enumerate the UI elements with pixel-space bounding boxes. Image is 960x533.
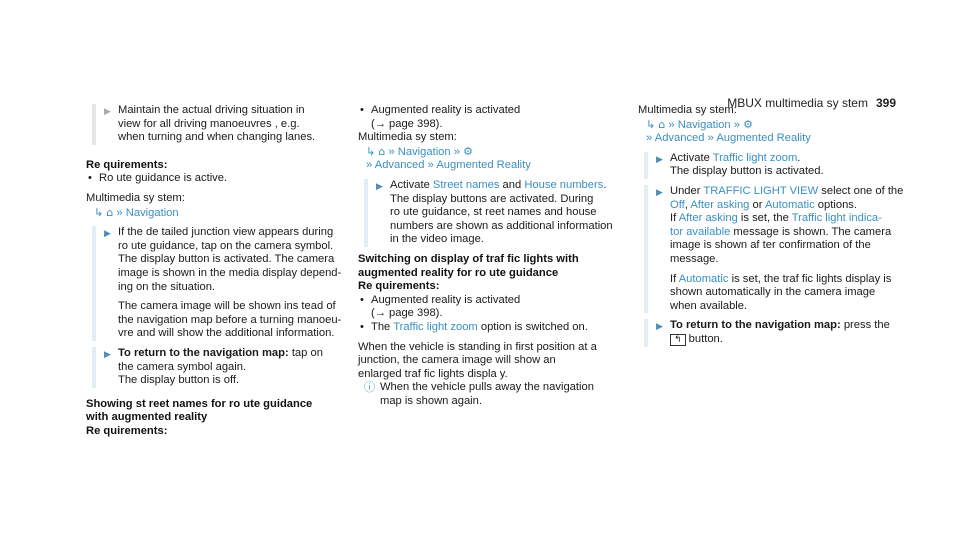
list-item: • Augmented reality is activated — [358, 104, 620, 118]
arrow-icon: ▶ — [656, 153, 663, 164]
menu-path — [358, 145, 620, 160]
home-icon: ⌂ — [658, 117, 666, 131]
navigation-link[interactable]: Navigation — [397, 145, 451, 158]
navigation-link[interactable]: Navigation — [677, 118, 731, 131]
hook-arrow-icon: ↳ — [646, 117, 656, 131]
house-numbers-link[interactable]: House numbers — [524, 178, 604, 191]
off-option[interactable]: Off — [670, 198, 685, 211]
list-item: • The Traffic light zoom option is switched on. — [358, 321, 620, 335]
double-chevron-icon: » — [646, 132, 653, 145]
step-maintain-situation: ▶ Maintain the actual driving situation in view for all driving manoeuvres , e.g. when turning and when changing lanes. — [92, 104, 348, 145]
traffic-light-view-link[interactable]: TRAFFIC LIGHT VIEW — [703, 184, 819, 197]
menu-path-cont — [638, 132, 908, 146]
column-1: ▶ Maintain the actual driving situation in view for all driving manoeuvres , e.g. when turning and when changing lanes. Re quirements: • Ro ute guidance is active. Multimedia sy stem: ↳ ⌂ » Navigation ▶ If the de tailed junction view appears during ro ute guidance, tap on the camera symbol. The display button is activated. The camera image is shown in the media display depend- ing on the situation. The camera image will be shown ins tead of the navigation map before a turning manoeu- vre and will show the additional information. ▶ To return to the navigation map: tap on the camera symbol again. The display button is off. Showing st reet names for ro ute guidance with augmented reality Re quirements: — [86, 104, 348, 438]
arrow-icon: ▶ — [656, 186, 663, 197]
step-return-to-map: ▶ To return to the navigation map: press the ↰ button. — [644, 319, 908, 346]
automatic-option[interactable]: Automatic — [764, 198, 815, 211]
gear-icon: ⚙ — [463, 144, 473, 158]
multimedia-label: Multimedia sy stem: — [358, 131, 457, 144]
multimedia-label: Multimedia sy stem: — [638, 104, 737, 116]
augmented-reality-link[interactable]: Augmented Reality — [436, 159, 531, 172]
arrow-icon: ▶ — [104, 106, 111, 116]
advanced-link[interactable]: Advanced — [374, 159, 425, 172]
back-icon: ↰ — [670, 334, 686, 346]
section-title: Switching on display of traf fic lights with — [358, 252, 579, 265]
after-asking-ref: After asking — [678, 212, 738, 225]
requirements-heading: Re quirements: — [86, 424, 168, 437]
menu-path — [638, 118, 908, 133]
double-chevron-icon: » — [366, 159, 373, 172]
home-icon: ⌂ — [106, 205, 114, 219]
traffic-light-zoom-link[interactable]: Traffic light zoom — [393, 320, 478, 333]
step-activate-traffic-zoom: ▶ Activate Traffic light zoom. The display button is activated. — [644, 152, 908, 179]
arrow-icon: ▶ — [104, 228, 111, 239]
menu-path-cont — [358, 159, 620, 173]
multimedia-label: Multimedia sy stem: — [86, 191, 185, 204]
double-chevron-icon: » — [733, 118, 740, 131]
section-title: Showing st reet names for ro ute guidance — [86, 397, 313, 410]
traffic-light-zoom-link[interactable]: Traffic light zoom — [712, 151, 798, 164]
automatic-ref: Automatic — [678, 272, 729, 285]
gear-icon: ⚙ — [743, 117, 753, 131]
advanced-link[interactable]: Advanced — [654, 132, 705, 145]
after-asking-option[interactable]: After asking — [690, 198, 750, 211]
double-chevron-icon: » — [453, 145, 460, 158]
arrow-icon: ▶ — [104, 348, 111, 359]
step-return-to-map: ▶ To return to the navigation map: tap on the camera symbol again. The display button is off. — [92, 347, 348, 388]
traffic-light-indicator-ref: Traffic light indica- — [791, 212, 882, 225]
requirements-heading: Re quirements: — [86, 158, 168, 171]
home-icon: ⌂ — [378, 144, 386, 158]
navigation-link[interactable]: Navigation — [125, 206, 179, 219]
double-chevron-icon: » — [388, 145, 395, 158]
step-activate-street-names: ▶ Activate Street names and House numbers. The display buttons are activated. During ro ute guidance, st reet names and house numbers are shown as additional information in the video image. — [364, 179, 620, 247]
arrow-icon: ▶ — [656, 321, 663, 332]
step-traffic-light-view: ▶ Under TRAFFIC LIGHT VIEW select one of the Off, After asking or Automatic options. If After asking is set, the Traffic light indica- tor available message is shown. The camera image is shown af ter confirmation of the message. If Automatic is set, the traf fic lights display is shown automatically in the camera image when available. — [644, 185, 908, 313]
double-chevron-icon: » — [707, 132, 714, 145]
list-item: • Augmented reality is activated — [358, 294, 620, 308]
info-icon: ⓘ — [364, 381, 376, 395]
info-note: ⓘ When the vehicle pulls away the navigation map is shown again. — [364, 381, 594, 407]
list-item: • Ro ute guidance is active. — [86, 172, 348, 186]
step-junction-view: ▶ If the de tailed junction view appears during ro ute guidance, tap on the camera symbol. The display button is activated. The camera image is shown in the media display depend- ing on the situation. The camera image will be shown ins tead of the navigation map before a turning manoeu- vre and will show the additional information. — [92, 226, 348, 341]
double-chevron-icon: » — [668, 118, 675, 131]
hook-arrow-icon: ↳ — [366, 144, 376, 158]
arrow-icon: ▶ — [376, 180, 383, 191]
double-chevron-icon: » — [427, 159, 434, 172]
menu-path — [86, 206, 348, 221]
requirements-heading: Re quirements: — [358, 280, 440, 293]
street-names-link[interactable]: Street names — [432, 178, 500, 191]
column-2: • Augmented reality is activated (→ page 398). Multimedia sy stem: ↳ ⌂ » Navigation » ⚙ » Advanced » Augmented Reality ▶ Activate Street names and House numbers. The display buttons are activated. During ro ute guidance, st reet names and house numbers are shown as additional information in the video image. Switching on display of traf fic lights with augmented reality for ro ute guidance Re quirements: • Augmented reality is activated (→ page 398). • The Traffic light zoom option is switched on. When the vehicle is standing in first position at a junction, the camera image will show an enlarged traf fic lights displa y. ⓘ When the vehicle pulls away the navigation map is shown again. — [358, 104, 620, 408]
hook-arrow-icon: ↳ — [94, 205, 104, 219]
page-number: 399 — [875, 96, 896, 110]
header-title: MBUX multimedia sy stem — [727, 96, 868, 110]
column-3 — [638, 104, 908, 347]
double-chevron-icon: » — [116, 206, 123, 219]
augmented-reality-link[interactable]: Augmented Reality — [716, 132, 811, 145]
